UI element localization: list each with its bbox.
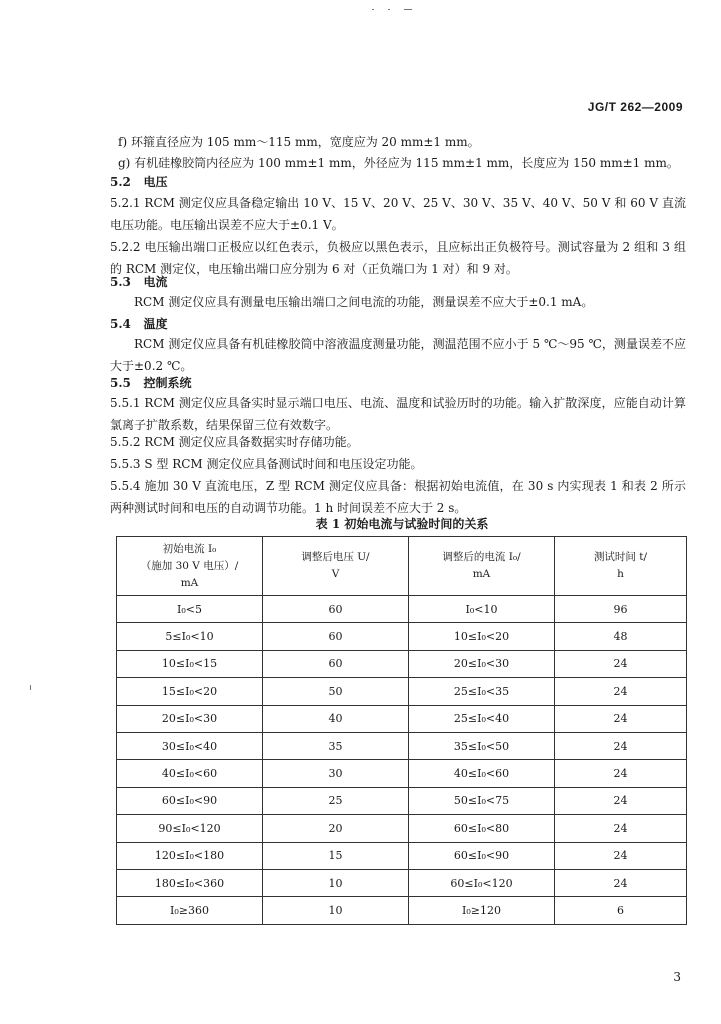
table-cell: I₀≥120: [409, 897, 555, 924]
table-row: [117, 897, 687, 924]
table-cell: 10: [263, 897, 409, 924]
section-5-2-2: 5.2.2 电压输出端口正极应以红色表示，负极应以黑色表示，且应标出正负极符号。测试容量为 2 组和 3 组的 RCM 测定仪，电压输出端口应分别为 6 对（正负端口为 1 对）和 9 对。: [110, 240, 686, 276]
table-row: [117, 760, 687, 787]
header-adjusted-current: 调整后的电流 I₀/ mA: [409, 537, 555, 596]
table-cell: 10≤I₀<20: [409, 623, 555, 650]
section-title: 电流: [143, 275, 168, 289]
table-cell: 24: [555, 705, 687, 732]
table-cell: 24: [555, 869, 687, 896]
section-title: 温度: [143, 317, 168, 331]
table-cell: 180≤I₀<360: [117, 869, 263, 896]
table-cell: I₀≥360: [117, 897, 263, 924]
table-cell: 35: [263, 732, 409, 759]
scan-speck: [30, 685, 31, 690]
section-5-5-1: 5.5.1 RCM 测定仪应具备实时显示端口电压、电流、温度和试验历时的功能。输入扩散深度，应能自动计算氯离子扩散系数，结果保留三位有效数字。: [110, 396, 686, 432]
table-row: [117, 732, 687, 759]
table-cell: 60: [263, 596, 409, 623]
section-number: 5.3: [110, 275, 131, 289]
section-5-2-heading: [110, 175, 167, 190]
table-cell: I₀<10: [409, 596, 555, 623]
table-cell: 60: [263, 623, 409, 650]
table-cell: 15: [263, 842, 409, 869]
table-cell: 24: [555, 815, 687, 842]
current-time-table: [116, 536, 687, 925]
section-5-5-heading: [110, 376, 191, 391]
scan-speck: [388, 9, 390, 10]
table-cell: I₀<5: [117, 596, 263, 623]
table-cell: 96: [555, 596, 687, 623]
table-cell: 60≤I₀<120: [409, 869, 555, 896]
table-cell: 24: [555, 760, 687, 787]
table-row: [117, 705, 687, 732]
section-5-5-2: 5.5.2 RCM 测定仪应具备数据实时存储功能。: [110, 435, 359, 449]
section-5-4-text: RCM 测定仪应具备有机硅橡胶筒中溶液温度测量功能，测温范围不应小于 5 ℃～95 ℃，测量误差不应大于±0.2 ℃。: [110, 337, 686, 373]
page-number: 3: [673, 970, 681, 984]
table-cell: 24: [555, 787, 687, 814]
header-adjusted-voltage: 调整后电压 U/ V: [263, 537, 409, 596]
table-cell: 90≤I₀<120: [117, 815, 263, 842]
table-cell: 60≤I₀<90: [409, 842, 555, 869]
section-number: 5.4: [110, 317, 131, 331]
scan-speck: [372, 9, 374, 10]
table-row: [117, 596, 687, 623]
table-cell: 30≤I₀<40: [117, 732, 263, 759]
table-cell: 6: [555, 897, 687, 924]
table-cell: 15≤I₀<20: [117, 678, 263, 705]
table-cell: 40≤I₀<60: [117, 760, 263, 787]
table-title: 表 1 初始电流与试验时间的关系: [315, 517, 489, 531]
standard-code: JG/T 262—2009: [587, 100, 683, 114]
item-g: g) 有机硅橡胶筒内径应为 100 mm±1 mm，外径应为 115 mm±1 mm，长度应为 150 mm±1 mm。: [118, 156, 679, 170]
table-row: [117, 623, 687, 650]
table-row: [117, 650, 687, 677]
table-cell: 10: [263, 869, 409, 896]
table-cell: 50: [263, 678, 409, 705]
table-cell: 120≤I₀<180: [117, 842, 263, 869]
section-5-4-heading: [110, 317, 167, 332]
table-cell: 5≤I₀<10: [117, 623, 263, 650]
section-5-3-heading: [110, 275, 167, 290]
table-cell: 24: [555, 732, 687, 759]
table-cell: 20: [263, 815, 409, 842]
table-cell: 25≤I₀<35: [409, 678, 555, 705]
table-cell: 60≤I₀<80: [409, 815, 555, 842]
table-cell: 10≤I₀<15: [117, 650, 263, 677]
table-row: [117, 787, 687, 814]
table-row: [117, 869, 687, 896]
section-number: 5.5: [110, 376, 131, 390]
section-5-5-4: 5.5.4 施加 30 V 直流电压，Z 型 RCM 测定仪应具备：根据初始电流值，在 30 s 内实现表 1 和表 2 所示两种测试时间和电压的自动调节功能。1 h 时间误差不应大于 2 s。: [110, 479, 686, 515]
table-cell: 40≤I₀<60: [409, 760, 555, 787]
section-title: 电压: [143, 175, 168, 189]
table-cell: 24: [555, 650, 687, 677]
section-title: 控制系统: [143, 376, 192, 390]
table-cell: 20≤I₀<30: [117, 705, 263, 732]
table-cell: 30: [263, 760, 409, 787]
table-cell: 24: [555, 678, 687, 705]
table-cell: 35≤I₀<50: [409, 732, 555, 759]
table-cell: 24: [555, 842, 687, 869]
table-cell: 50≤I₀<75: [409, 787, 555, 814]
section-5-5-3: 5.5.3 S 型 RCM 测定仪应具备测试时间和电压设定功能。: [110, 457, 423, 471]
table-cell: 25: [263, 787, 409, 814]
table-header-row: [117, 537, 687, 596]
header-initial-current: 初始电流 I₀ （施加 30 V 电压）/ mA: [117, 537, 263, 596]
table-row: [117, 842, 687, 869]
table-cell: 60≤I₀<90: [117, 787, 263, 814]
table-cell: 40: [263, 705, 409, 732]
scan-speck: [404, 9, 412, 10]
header-test-time: 测试时间 t/ h: [555, 537, 687, 596]
table-cell: 20≤I₀<30: [409, 650, 555, 677]
section-number: 5.2: [110, 175, 131, 189]
table-row: [117, 815, 687, 842]
table-cell: 25≤I₀<40: [409, 705, 555, 732]
section-5-2-1: 5.2.1 RCM 测定仪应具备稳定输出 10 V、15 V、20 V、25 V、30 V、35 V、40 V、50 V 和 60 V 直流电压功能。电压输出误差不应大于±0.1 V。: [110, 196, 686, 232]
table-cell: 48: [555, 623, 687, 650]
item-f: f) 环箍直径应为 105 mm～115 mm，宽度应为 20 mm±1 mm。: [118, 135, 480, 149]
table-row: [117, 678, 687, 705]
section-5-3-text: RCM 测定仪应具有测量电压输出端口之间电流的功能，测量误差不应大于±0.1 mA。: [134, 295, 594, 309]
table-cell: 60: [263, 650, 409, 677]
